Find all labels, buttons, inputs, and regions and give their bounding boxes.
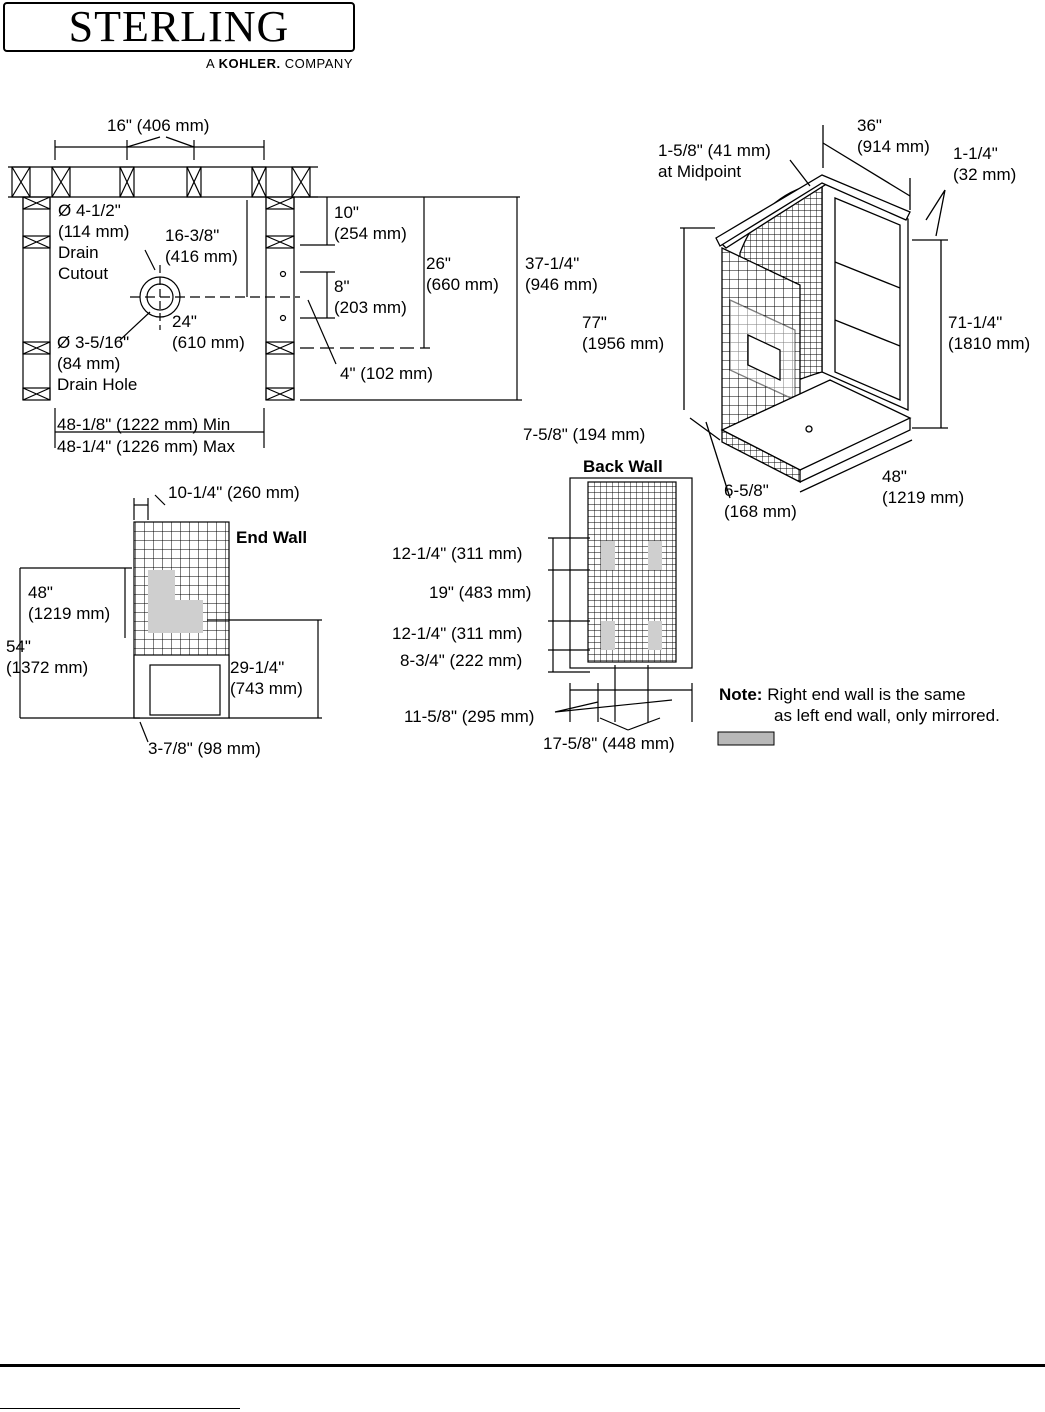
back-wall-blocking-4	[648, 621, 662, 650]
iso-dim-1-1-4-label: 1-1/4" (32 mm)	[953, 144, 1017, 184]
plan-width-top-label: 16" (406 mm)	[107, 116, 210, 135]
end-dim-54-label: 54" (1372 mm)	[6, 637, 89, 677]
dim-24-label: 24" (610 mm)	[172, 312, 245, 352]
back-wall-drawing	[548, 478, 692, 730]
iso-dim-77-label: 77" (1956 mm)	[582, 313, 665, 353]
back-dim-11-5-8-label: 11-5/8" (295 mm)	[404, 707, 535, 726]
iso-dim-1-5-8-label: 1-5/8" (41 mm) at Midpoint	[658, 141, 771, 181]
end-wall-title: End Wall	[236, 528, 308, 547]
top-stud-blocks	[12, 167, 310, 197]
footnote-rule	[0, 1408, 240, 1409]
back-dim-17-5-8-label: 17-5/8" (448 mm)	[543, 734, 675, 753]
back-dim-19-label: 19" (483 mm)	[429, 583, 532, 602]
dim-16-3-8-label: 16-3/8" (416 mm)	[165, 226, 238, 266]
drain-hole-label: Ø 3-5/16" (84 mm) Drain Hole	[57, 333, 138, 394]
tagline-brand: KOHLER.	[218, 56, 281, 71]
back-dim-8-3-4-label: 8-3/4" (222 mm)	[400, 651, 523, 670]
dim-4-label: 4" (102 mm)	[340, 364, 433, 383]
width-max-label: 48-1/4" (1226 mm) Max	[57, 437, 235, 456]
note-line1: Right end wall is the same	[767, 685, 966, 704]
back-wall-blocking-3	[601, 621, 615, 650]
back-wall-blocking-2	[648, 541, 662, 570]
back-wall-title: Back Wall	[583, 457, 663, 476]
back-dim-12-b-label: 12-1/4" (311 mm)	[392, 624, 523, 643]
tagline-suffix: COMPANY	[284, 56, 353, 71]
back-wall-blocking-1	[601, 541, 615, 570]
note-swatch	[718, 732, 774, 745]
iso-dim-48-label: 48" (1219 mm)	[882, 467, 965, 507]
end-dim-3-7-8-label: 3-7/8" (98 mm)	[148, 739, 261, 758]
end-dim-48-label: 48" (1219 mm)	[28, 583, 111, 623]
dim-37-label: 37-1/4" (946 mm)	[525, 254, 598, 294]
iso-dim-7-5-8-label: 7-5/8" (194 mm)	[523, 425, 646, 444]
dim-26-label: 26" (660 mm)	[426, 254, 499, 294]
end-dim-10-1-4-label: 10-1/4" (260 mm)	[168, 483, 300, 502]
width-min-label: 48-1/8" (1222 mm) Min	[57, 415, 231, 434]
logo-text: STERLING	[68, 2, 290, 51]
footer-divider	[0, 1364, 1045, 1367]
note-line2: as left end wall, only mirrored.	[774, 706, 1000, 725]
drain-cutout-label: Ø 4-1/2" (114 mm) Drain Cutout	[58, 201, 130, 283]
end-dim-29-label: 29-1/4" (743 mm)	[230, 658, 303, 698]
tagline-prefix: A	[206, 56, 215, 71]
iso-dim-36-label: 36" (914 mm)	[857, 116, 930, 156]
note-label: Note:	[719, 685, 763, 704]
iso-dim-71-label: 71-1/4" (1810 mm)	[948, 313, 1031, 353]
iso-dim-6-5-8-label: 6-5/8" (168 mm)	[724, 481, 797, 521]
back-dim-12-a-label: 12-1/4" (311 mm)	[392, 544, 523, 563]
note-block	[719, 684, 966, 705]
dim-10-label: 10" (254 mm)	[334, 203, 407, 243]
dim-8-label: 8" (203 mm)	[334, 277, 407, 317]
